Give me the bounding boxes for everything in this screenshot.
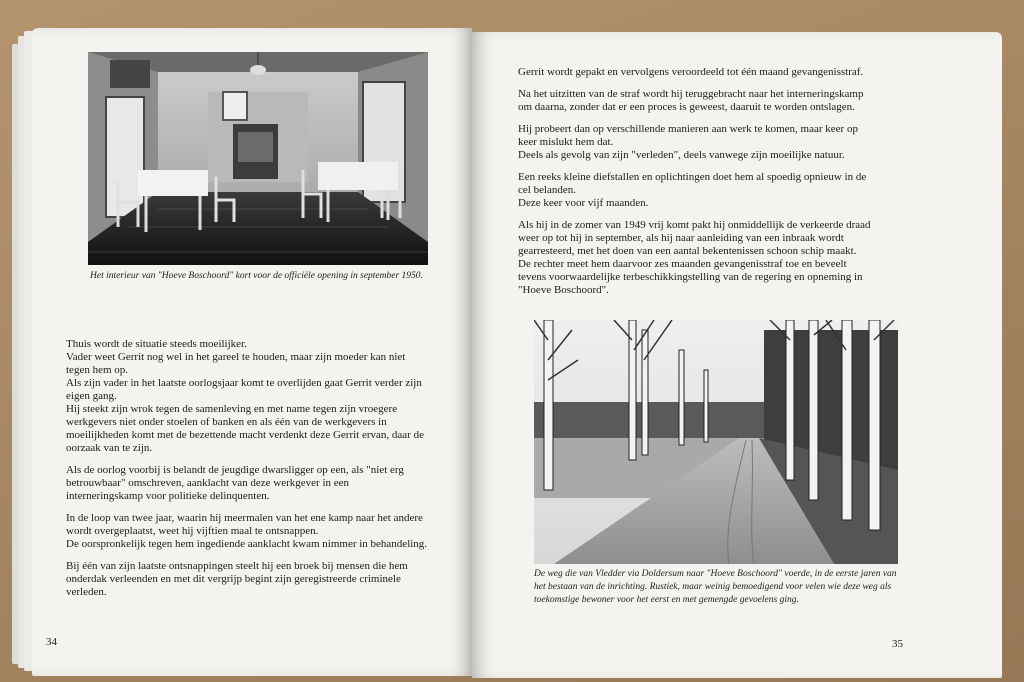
paragraph: Een reeks kleine diefstallen en oplichtingen doet hem al spoedig opnieuw in de cel belanden. Deze keer voor vijf maanden.	[518, 171, 867, 209]
road-photo-image	[534, 320, 898, 564]
road-photo-caption: De weg die van Vledder via Doldersum naar "Hoeve Boschoord" voerde, in de eerste jaren van het bestaan van de inrichting. Rustiek, maar weinig bemoedigend voor velen wie deze weg als toekomstige bewoner voor het eerst en met gemengde gevoelens ging.	[534, 569, 897, 605]
page-number-right: 35	[892, 638, 903, 650]
paragraph: Thuis wordt de situatie steeds moeilijker. Vader weet Gerrit nog wel in het gareel te houden, maar zijn moeder kan niet tegen hem op. Als zijn vader in het laatste oorlogsjaar komt te overlijden gaat Gerrit verder zijn eigen gang. Hij steekt zijn wrok tegen de samenleving en met name tegen zijn vroegere werkgevers niet onder stoelen of banken en als één van de werkgevers in moeilijkheden komt met de bezettende macht verdenkt deze Gerrit ervan, daar de oorzaak van te zijn.	[66, 338, 424, 454]
paragraph: Na het uitzitten van de straf wordt hij teruggebracht naar het interneringskamp om daarna, zonder dat er een proces is geweest, daaruit te worden ontslagen.	[518, 88, 864, 113]
road-photo	[534, 320, 898, 564]
left-body-text	[66, 338, 428, 608]
paragraph: Gerrit wordt gepakt en vervolgens veroordeeld tot één maand gevangenisstraf.	[518, 66, 864, 78]
paragraph: Als de oorlog voorbij is belandt de jeugdige dwarsligger op een, als "niet erg betrouwbaar" omschreven, aanklacht van deze werkgever in een interneringskamp voor politieke delinquenten.	[66, 464, 404, 502]
interior-photo-image	[88, 52, 428, 265]
page-right	[472, 32, 1002, 678]
paragraph: Als hij in de zomer van 1949 vrij komt pakt hij onmiddellijk de verkeerde draad weer op tot hij in september, als hij naar aanleiding van een inbraak wordt gearresteerd, met het doen van een aantal bekentenissen schoon schip maakt. De rechter meet hem daarvoor zes maanden gevangenisstraf toe en beveelt tevens voorwaardelijke terbeschikkingstelling van de regering en opneming in "Hoeve Boschoord".	[518, 219, 871, 296]
paragraph: In de loop van twee jaar, waarin hij meermalen van het ene kamp naar het andere wordt overgeplaatst, weet hij vijftien maal te ontsnappen. De oorspronkelijk tegen hem ingediende aanklacht kwam nimmer in behandeling.	[66, 512, 428, 550]
page-number-left: 34	[46, 636, 57, 648]
paragraph: Hij probeert dan op verschillende manieren aan werk te komen, maar keer op keer mislukt hem dat. Deels als gevolg van zijn "verleden", deels vanwege zijn moeilijke natuur.	[518, 123, 858, 161]
open-book	[12, 28, 1002, 678]
interior-photo-caption: Het interieur van "Hoeve Boschoord" kort voor de officiële opening in september 1950.	[90, 271, 423, 281]
paragraph: Bij één van zijn laatste ontsnappingen steelt hij een broek bij mensen die hem onderdak verleenden en met dit vergrijp begint zijn geregistreerde criminele verleden.	[66, 560, 408, 598]
page-left	[32, 28, 472, 676]
right-body-text	[518, 66, 874, 306]
interior-photo	[88, 52, 428, 265]
